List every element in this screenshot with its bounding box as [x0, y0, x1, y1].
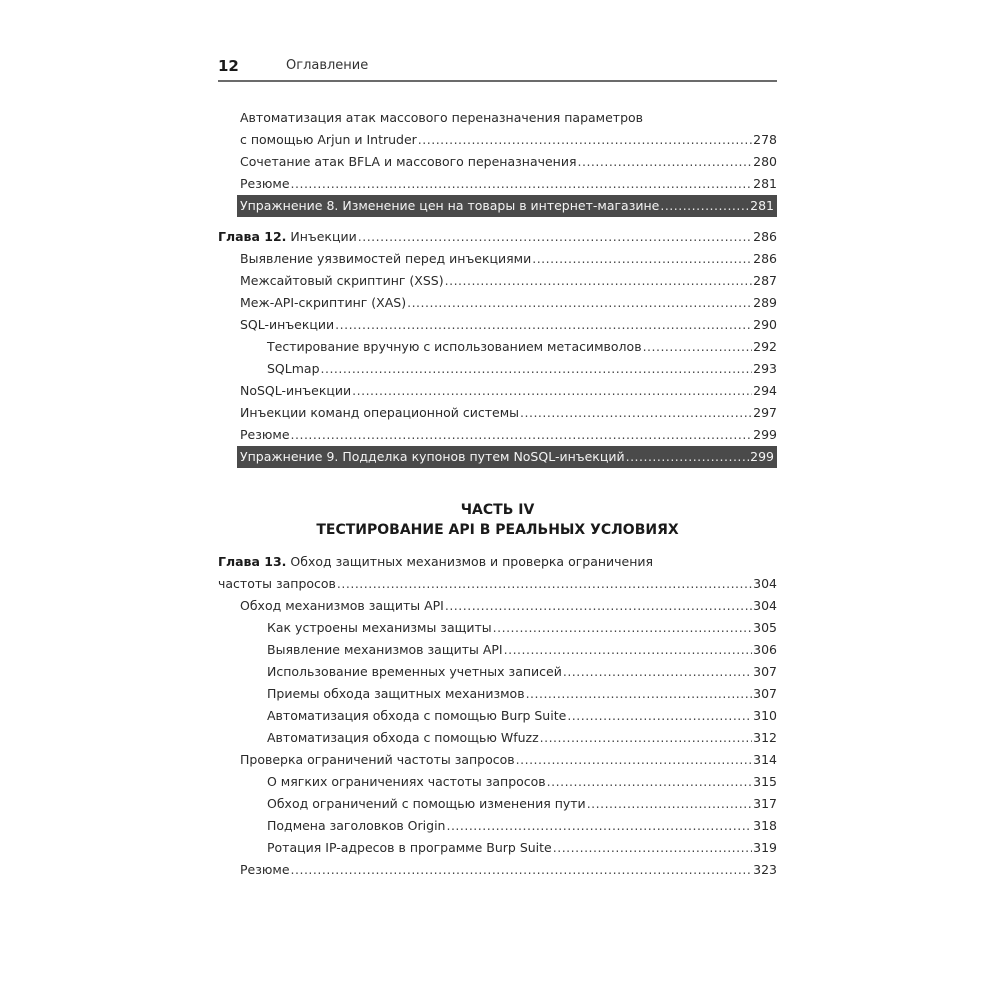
entry-page: 289	[753, 295, 777, 310]
entry-title: Сочетание атак BFLA и массового переназначения	[240, 154, 577, 169]
part-label: ЧАСТЬ IV	[460, 502, 535, 518]
toc-entry[interactable]	[218, 815, 777, 837]
entry-page: 293	[753, 361, 777, 376]
leader-dots	[445, 595, 752, 617]
toc-entry[interactable]	[218, 336, 777, 358]
entry-title: Приемы обхода защитных механизмов	[267, 686, 525, 701]
page-header	[218, 56, 777, 82]
toc-entry[interactable]	[218, 639, 777, 661]
leader-dots	[337, 573, 752, 595]
leader-dots	[352, 380, 752, 402]
part-title: ТЕСТИРОВАНИЕ API В РЕАЛЬНЫХ УСЛОВИЯХ	[316, 522, 679, 538]
part-heading	[218, 500, 777, 540]
toc-entry[interactable]	[218, 617, 777, 639]
entry-title: Ротация IP-адресов в программе Burp Suite	[267, 840, 552, 855]
leader-dots	[516, 749, 752, 771]
toc-exercise-highlight[interactable]	[237, 195, 777, 217]
toc-entry[interactable]	[218, 314, 777, 336]
entry-page: 305	[753, 620, 777, 635]
entry-page: 310	[753, 708, 777, 723]
toc-entry[interactable]	[218, 771, 777, 793]
toc-entry[interactable]	[218, 595, 777, 617]
toc-entry[interactable]	[218, 793, 777, 815]
entry-page: 280	[753, 154, 777, 169]
entry-title: Выявление механизмов защиты API	[267, 642, 503, 657]
toc-entry[interactable]	[218, 248, 777, 270]
entry-page: 307	[753, 686, 777, 701]
toc-entry[interactable]	[218, 270, 777, 292]
entry-page: 286	[753, 251, 777, 266]
entry-title: Резюме	[240, 427, 290, 442]
chapter-label: Глава 13.	[218, 554, 287, 569]
chapter-title: Обход защитных механизмов и проверка ограничения	[290, 554, 654, 569]
entry-page: 314	[753, 752, 777, 767]
leader-dots	[520, 402, 752, 424]
entry-page: 312	[753, 730, 777, 745]
leader-dots	[660, 195, 749, 217]
entry-title: частоты запросов	[218, 576, 336, 591]
toc-entry[interactable]	[218, 173, 777, 195]
entry-page: 323	[753, 862, 777, 877]
entry-page: 304	[753, 598, 777, 613]
entry-title: Подмена заголовков Origin	[267, 818, 446, 833]
toc-chapter-13	[218, 551, 777, 881]
leader-dots	[563, 661, 752, 683]
page-number: 12	[218, 57, 239, 75]
entry-page: 286	[753, 229, 777, 244]
entry-page: 292	[753, 339, 777, 354]
toc-entry[interactable]	[218, 837, 777, 859]
leader-dots	[526, 683, 753, 705]
leader-dots	[504, 639, 753, 661]
leader-dots	[291, 424, 753, 446]
toc-entry-title-line: Автоматизация атак массового переназначения параметров	[240, 110, 644, 125]
leader-dots	[321, 358, 753, 380]
toc-block-1	[218, 107, 777, 217]
entry-page: 281	[753, 176, 777, 191]
entry-page: 315	[753, 774, 777, 789]
chapter-heading[interactable]	[218, 573, 777, 595]
entry-title: SQLmap	[267, 361, 320, 376]
entry-page: 299	[753, 427, 777, 442]
leader-dots	[540, 727, 753, 749]
entry-page: 304	[753, 576, 777, 591]
entry-title: Проверка ограничений частоты запросов	[240, 752, 515, 767]
entry-page: 318	[753, 818, 777, 833]
entry-title: NoSQL-инъекции	[240, 383, 352, 398]
entry-title: Выявление уязвимостей перед инъекциями	[240, 251, 532, 266]
entry-title: Как устроены механизмы защиты	[267, 620, 492, 635]
entry-title: Автоматизация обхода с помощью Wfuzz	[267, 730, 539, 745]
leader-dots	[493, 617, 752, 639]
entry-title: Упражнение 8. Изменение цен на товары в интернет-магазине	[240, 198, 660, 213]
entry-title: Обход механизмов защиты API	[240, 598, 444, 613]
entry-title: Автоматизация обхода с помощью Burp Suite	[267, 708, 567, 723]
entry-title: Инъекции команд операционной системы	[240, 405, 520, 420]
toc-entry[interactable]	[218, 683, 777, 705]
leader-dots	[291, 859, 753, 881]
running-title: Оглавление	[286, 58, 369, 73]
toc-entry[interactable]	[218, 859, 777, 881]
leader-dots	[553, 837, 752, 859]
entry-title: Резюме	[240, 862, 290, 877]
leader-dots	[578, 151, 753, 173]
leader-dots	[532, 248, 752, 270]
toc-entry[interactable]	[218, 380, 777, 402]
toc-entry[interactable]	[218, 129, 777, 151]
entry-page: 299	[750, 449, 774, 464]
leader-dots	[446, 815, 752, 837]
toc-exercise-highlight[interactable]	[237, 446, 777, 468]
entry-page: 297	[753, 405, 777, 420]
toc-entry[interactable]	[218, 424, 777, 446]
entry-title: Резюме	[240, 176, 290, 191]
entry-title: с помощью Arjun и Intruder	[240, 132, 417, 147]
entry-title: Тестирование вручную с использованием метасимволов	[267, 339, 642, 354]
chapter-label: Глава 12.	[218, 229, 287, 244]
leader-dots	[407, 292, 752, 314]
leader-dots	[335, 314, 752, 336]
leader-dots	[547, 771, 752, 793]
leader-dots	[358, 226, 752, 248]
entry-page: 306	[753, 642, 777, 657]
entry-page: 290	[753, 317, 777, 332]
toc-entry[interactable]	[218, 749, 777, 771]
entry-title: Меж-API-скриптинг (XAS)	[240, 295, 407, 310]
leader-dots	[445, 270, 753, 292]
leader-dots	[643, 336, 753, 358]
toc-entry[interactable]	[218, 292, 777, 314]
entry-page: 287	[753, 273, 777, 288]
toc-entry[interactable]	[218, 661, 777, 683]
toc-entry[interactable]	[218, 402, 777, 424]
entry-page: 319	[753, 840, 777, 855]
entry-page: 294	[753, 383, 777, 398]
entry-page: 281	[750, 198, 774, 213]
entry-title: О мягких ограничениях частоты запросов	[267, 774, 546, 789]
toc-entry[interactable]	[218, 705, 777, 727]
entry-page: 307	[753, 664, 777, 679]
chapter-heading-line[interactable]	[218, 551, 777, 573]
entry-title: Упражнение 9. Подделка купонов путем NoSQL-инъекций	[240, 449, 625, 464]
entry-page: 278	[753, 132, 777, 147]
entry-title: Обход ограничений с помощью изменения пути	[267, 796, 586, 811]
toc-entry[interactable]	[218, 151, 777, 173]
entry-page: 317	[753, 796, 777, 811]
leader-dots	[418, 129, 752, 151]
entry-title: SQL-инъекции	[240, 317, 335, 332]
leader-dots	[587, 793, 752, 815]
toc-entry[interactable]	[218, 358, 777, 380]
entry-title: Межсайтовый скриптинг (XSS)	[240, 273, 444, 288]
leader-dots	[291, 173, 753, 195]
chapter-title: Инъекции	[290, 229, 357, 244]
leader-dots	[626, 446, 750, 468]
toc-chapter-12	[218, 226, 777, 468]
toc-entry[interactable]	[218, 727, 777, 749]
chapter-heading[interactable]	[218, 226, 777, 248]
entry-title: Использование временных учетных записей	[267, 664, 562, 679]
leader-dots	[567, 705, 752, 727]
